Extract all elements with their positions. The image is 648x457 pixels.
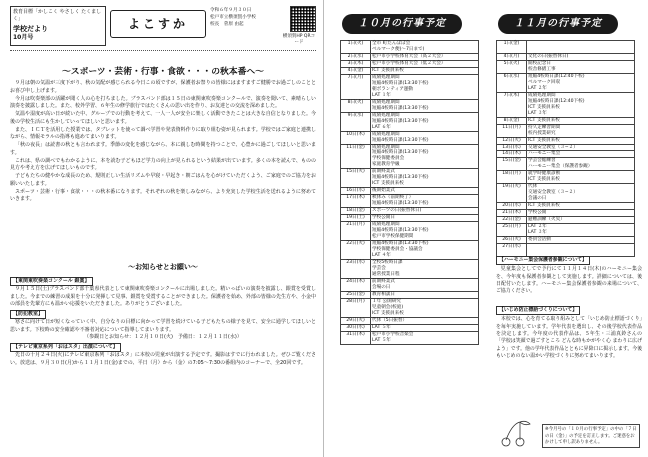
notice-tag: 【テレビ東京系列「おはスタ」出演について】 xyxy=(10,343,121,352)
schedule-events xyxy=(371,298,479,317)
schedule-row xyxy=(497,92,635,117)
schedule-row xyxy=(497,224,635,237)
schedule-events xyxy=(371,41,479,54)
correction-note: ※今月号の「１０月の行事予定」の中の「７日の日（金）」の予定を訂正します。ご迷惑をおかけして申し訳ありません。 xyxy=(542,424,640,448)
article-body xyxy=(10,80,316,204)
newsletter-title: よこすか xyxy=(110,10,206,38)
schedule-event: 短縮4校時日課(13:30下校) xyxy=(372,241,429,247)
schedule-date: 22日(金) xyxy=(497,217,527,224)
schedule-date: 30日(水) xyxy=(341,324,371,331)
notice-section xyxy=(10,276,316,367)
schedule-row xyxy=(341,331,479,344)
schedule-row xyxy=(497,158,635,171)
schedule-row xyxy=(497,171,635,184)
schedule-date: 10日(木) xyxy=(341,131,371,144)
schedule-row xyxy=(497,53,635,60)
schedule-event: スポーツの日(振替休日) xyxy=(372,208,422,214)
info-text: 児童集会としてで予行にて１１月１４日(木)のハーモニー集会を、今年度も保護者参観として実施します。詳細については、後日配付いたします。ハーモニー集会保護者参観の来場について、ご協力ください。 xyxy=(496,266,642,295)
schedule-event: 朝ボランティア運動 xyxy=(372,86,413,92)
schedule-event: 通常授業日程 xyxy=(372,271,400,277)
page-fold-divider xyxy=(323,0,324,457)
schedule-row xyxy=(497,137,635,144)
schedule-row xyxy=(341,317,479,324)
schedule-event: 短縮4校時日課(13:30下校) xyxy=(372,137,429,143)
november-banner: １１月の行事予定 xyxy=(498,14,618,34)
schedule-event: 短縮4校時日課(13:30下校) xyxy=(372,228,429,234)
schedule-events xyxy=(527,117,635,124)
schedule-date: 25日(金) xyxy=(341,291,371,298)
schedule-events xyxy=(527,244,635,257)
schedule-event: 成績処理期間 xyxy=(372,144,400,150)
qr-caption: 横須賀HP QRコード xyxy=(282,34,316,45)
schedule-events xyxy=(371,222,479,241)
schedule-event: 短縮4校時日課(13:30下校) xyxy=(372,118,429,124)
schedule-event: 児童朝会(校庭) xyxy=(372,304,404,310)
schedule-event: 学芸会 xyxy=(372,265,386,271)
schedule-events xyxy=(527,41,635,54)
schedule-events xyxy=(527,144,635,151)
schedule-date: 27日(水) xyxy=(497,244,527,257)
schedule-event: 前期終業式 xyxy=(372,278,395,284)
schedule-row xyxy=(497,210,635,217)
schedule-date: 1日(火) xyxy=(341,41,371,54)
schedule-event: LAT ５年 xyxy=(372,337,391,343)
schedule-events xyxy=(527,237,635,244)
schedule-events xyxy=(527,224,635,237)
schedule-row xyxy=(341,208,479,215)
schedule-row xyxy=(341,99,479,112)
schedule-date: 6日(水) xyxy=(497,73,527,92)
schedule-row xyxy=(341,144,479,169)
schedule-event: ハーモニー集会 xyxy=(528,151,561,157)
schedule-events xyxy=(371,188,479,195)
schedule-row xyxy=(497,237,635,244)
schedule-events xyxy=(527,151,635,158)
schedule-date: 2日(水) xyxy=(341,53,371,60)
schedule-date: 29日(火) xyxy=(341,317,371,324)
schedule-event: 短縮4校時日課(13:30下校) xyxy=(372,80,429,86)
schedule-event: ICT 支援員来校 xyxy=(372,310,404,316)
schedule-event: ベルマーク回収 xyxy=(528,79,561,85)
schedule-event: 持久走練習期間 xyxy=(528,124,561,130)
schedule-event: 成績処理期間 xyxy=(372,99,400,105)
schedule-event: 松戸市小学校音楽会 xyxy=(372,331,414,337)
schedule-event: 松戸市小学校体育大会（低２大会） xyxy=(372,60,446,66)
schedule-events xyxy=(371,169,479,188)
school-name: 松戸市立横須賀小学校 xyxy=(210,14,256,20)
notice-text: ９月１５日(土)ブラスバンド部千葉県代表として東関東吹奏楽コンクールに出場しました。精いっぱいの演奏を披露し、銀賞を受賞しました。今までの練習の成果を十分に発揮して見事、銀賞を受賞することができました。保護者を始め、外部の皆様の先生方や、小金中の部員を先輩方にも温かい応援をいただきました。ありがとうございました。 xyxy=(10,285,316,308)
notice-tag: 【防犯教室】 xyxy=(10,310,46,319)
schedule-event: 後期始業式 xyxy=(372,188,395,194)
schedule-row xyxy=(341,195,479,208)
schedule-row xyxy=(497,144,635,151)
schedule-event: 校舎修繕工事 xyxy=(528,66,556,72)
schedule-row xyxy=(341,188,479,195)
schedule-date: 18日(金) xyxy=(341,208,371,215)
schedule-event: 交通安全教室（３−２） xyxy=(528,144,578,150)
schedule-row xyxy=(341,324,479,331)
schedule-date: 11日(金) xyxy=(341,144,371,169)
schedule-event: 短縮4校時日課(13:30下校) xyxy=(372,105,429,111)
schedule-row xyxy=(497,184,635,203)
schedule-event: １年 公開研究 xyxy=(372,298,402,304)
schedule-row xyxy=(341,278,479,291)
schedule-event: LAT ５年 xyxy=(372,324,391,330)
notice-date-line: （参観日とお知らせ：１２月１０日(火) 予備日：１２月１１日(水)） xyxy=(84,334,242,341)
schedule-row xyxy=(341,74,479,99)
schedule-event: LAT ６年 xyxy=(372,124,391,130)
schedule-event: 全市 町たんぽぽ会 xyxy=(372,41,411,46)
schedule-row xyxy=(341,291,479,298)
schedule-date: 28日(月) xyxy=(341,298,371,317)
schedule-events xyxy=(371,74,479,99)
info-heading: 【いじめ防止標語づくりについて】 xyxy=(496,306,580,315)
paragraph: 気温や湿度が高い日が続いた中、グループでの行動を考えて、一人一人が安全に楽しく活動できたことは大きな自信となりました。今後の学校生活にも生かしていってほしいと思います。 xyxy=(10,111,316,125)
schedule-events xyxy=(371,259,479,278)
schedule-event: 代休（5日振替） xyxy=(372,317,408,323)
schedule-events xyxy=(527,158,635,171)
schedule-event: 松戸市学校保健期間 xyxy=(372,234,414,240)
schedule-date: 31日(木) xyxy=(341,331,371,344)
schedule-date: 15日(金) xyxy=(497,158,527,171)
publish-date: 令和６年９月３０日 xyxy=(210,8,252,13)
info-text: 本校では、心を育てる取り組みとして「いじめ防止標語づくり」を毎年実施しています。学年代表を選出し、その後学校代表作品を決定します。今年度の代表作品は、５年生・三浦真鈴さんの「学校は笑顔で過ごすところ どんな時もかがやく心 まわりに広げよう」です。他の学年代表作品とともに昇降口に掲示します。今後もいじめのない温かい学校づくりに努めてまいります。 xyxy=(496,316,642,360)
schedule-event: ICT 支援員来校 xyxy=(528,177,560,183)
schedule-events xyxy=(371,53,479,60)
schedule-row xyxy=(497,217,635,224)
schedule-date: 1日(金) xyxy=(497,41,527,54)
schedule-event: 家庭教育学級 xyxy=(372,162,400,168)
schedule-event: 前期終業式 xyxy=(372,169,395,175)
article-headline: 〜スポーツ・芸術・行事・食欲・・・の秋本番へ〜 xyxy=(62,67,264,77)
schedule-date: 25日(月) xyxy=(497,224,527,237)
paragraph: 子どもたちの健やかな成長のため、規則正しい生活リズムや早寝・早起き・朝ごはんを心がけていただくよう、ご家庭でのご協力をお願いいたします。 xyxy=(10,173,316,187)
info-harmony xyxy=(496,256,642,296)
october-schedule-table xyxy=(340,40,479,345)
schedule-row xyxy=(341,215,479,222)
schedule-event: 短縮4校時日課(12:40下校) xyxy=(528,98,585,104)
schedule-event: 成績処理期間 xyxy=(372,222,400,228)
schedule-event: ICT 支援員来校 xyxy=(528,137,560,143)
dotted-divider xyxy=(10,50,316,62)
schedule-event: ベルマーク便(〜7日まで) xyxy=(372,46,425,52)
schedule-events xyxy=(527,217,635,224)
schedule-row xyxy=(497,151,635,158)
schedule-event: 短縮4校時日課(13:30下校) xyxy=(372,150,429,156)
schedule-events xyxy=(371,278,479,291)
schedule-event: 就学時健康診断 xyxy=(528,171,561,177)
schedule-event: 短縮4校時日課(13:30下校) xyxy=(372,201,429,207)
schedule-row xyxy=(341,241,479,260)
schedule-events xyxy=(527,203,635,210)
schedule-row xyxy=(497,41,635,54)
schedule-event: ハーモニー集会（保護者参観） xyxy=(528,164,593,170)
schedule-date: 22日(火) xyxy=(341,241,371,260)
schedule-row xyxy=(341,222,479,241)
schedule-event: LAT ２年 xyxy=(528,224,547,230)
schedule-event: 短縮4校時日課(12:40下校) xyxy=(528,73,585,79)
schedule-row xyxy=(341,41,479,54)
schedule-events xyxy=(527,92,635,117)
schedule-event: 全校5校時日課 xyxy=(372,259,403,265)
schedule-events xyxy=(371,67,479,74)
schedule-events xyxy=(371,215,479,222)
schedule-event: 開校記念日 xyxy=(528,60,551,66)
right-page xyxy=(328,6,642,452)
schedule-event: 短縮4校時日課(13:30下校) xyxy=(372,175,429,181)
schedule-events xyxy=(371,324,479,331)
schedule-events xyxy=(527,210,635,217)
schedule-events xyxy=(371,60,479,67)
schedule-date: 21日(月) xyxy=(341,222,371,241)
schedule-events xyxy=(371,99,479,112)
qr-code-icon xyxy=(290,6,316,32)
schedule-event: 会場の日 xyxy=(372,284,391,290)
masthead-info-box xyxy=(10,6,106,46)
schedule-date: 19日(火) xyxy=(497,184,527,203)
schedule-events xyxy=(371,112,479,131)
notice-heading: 〜お知らせとお願い〜 xyxy=(128,263,198,271)
notice-text: 寒さに向けて日が短くなっていく中、自分なりの目標に向かって学習を続けている子どもたちの様子を見て、安全に通学してほしいと思います。下校時の安全確認や不審者対応について指導してまいります。 xyxy=(10,318,316,333)
paragraph: 「秋の夜長」は読書の秋とも言われます。季節の変化を感じながら、本に親しむ時間を持つことで、心豊かに過ごしてほしいと思います。 xyxy=(10,142,316,156)
schedule-row xyxy=(341,298,479,317)
schedule-event: LAT ３年 xyxy=(528,230,547,236)
schedule-row xyxy=(497,73,635,92)
schedule-row xyxy=(341,67,479,74)
schedule-date: 26日(火) xyxy=(497,237,527,244)
cherry-illustration-icon xyxy=(496,418,536,448)
schedule-events xyxy=(527,53,635,60)
schedule-date: 12日(火) xyxy=(497,137,527,144)
schedule-date: 4日(金) xyxy=(341,67,371,74)
schedule-date: 9日(水) xyxy=(341,112,371,131)
schedule-event: ICT 支援員来校 xyxy=(372,67,404,73)
schedule-events xyxy=(527,184,635,203)
schedule-event: 秋休み（前期終了） xyxy=(372,195,414,201)
schedule-date: 18日(月) xyxy=(497,171,527,184)
principal-name: 校長 菅原 由起 xyxy=(210,21,244,27)
schedule-event: 委員会活動 xyxy=(528,237,551,243)
paragraph: 今月は吹奏楽部の活躍が聞く人の心を打ちました。ブラスバンド部は１５日の東関東吹奏楽コンクールで、演奏を聞いて、素晴らしい演奏を披露しました。また、校外学習、６年生の修学旅行ではたくさんの思い出を作り、お友達との交流を深めました。 xyxy=(10,95,316,110)
schedule-date: 21日(木) xyxy=(497,210,527,217)
schedule-row xyxy=(497,244,635,257)
schedule-date: 8日(火) xyxy=(341,99,371,112)
schedule-row xyxy=(341,53,479,60)
masthead xyxy=(10,6,316,62)
schedule-event: LAT ４年 xyxy=(372,252,391,258)
schedule-event: 避難訓練（火災） xyxy=(528,217,565,223)
schedule-date: 14日(木) xyxy=(497,151,527,158)
schedule-event: ICT 支援員来校 xyxy=(528,117,560,123)
schedule-events xyxy=(371,317,479,324)
schedule-event: 学校公開 xyxy=(528,210,547,216)
schedule-row xyxy=(341,60,479,67)
schedule-event: 成績処理期間 xyxy=(372,131,400,137)
schedule-events xyxy=(371,144,479,169)
schedule-row xyxy=(341,169,479,188)
schedule-date: 7日(木) xyxy=(497,92,527,117)
schedule-date: 11日(月) xyxy=(497,124,527,137)
schedule-event: 代休 xyxy=(528,184,538,190)
schedule-events xyxy=(371,208,479,215)
schedule-event: 成績処理期間 xyxy=(372,74,400,80)
schedule-event: ICT 支援員来校 xyxy=(372,181,404,187)
schedule-events xyxy=(527,124,635,137)
newsletter-name: 学校だより xyxy=(13,24,48,33)
schedule-row xyxy=(341,131,479,144)
schedule-date: 7日(月) xyxy=(341,74,371,99)
schedule-date: 8日(金) xyxy=(497,117,527,124)
schedule-event: 成績処理期間 xyxy=(372,112,400,118)
schedule-events xyxy=(371,195,479,208)
schedule-event: 学校公開日 xyxy=(372,215,395,221)
schedule-event: LAT ３年 xyxy=(528,110,547,116)
schedule-date: 13日(水) xyxy=(497,144,527,151)
schedule-row xyxy=(497,124,635,137)
info-heading: 【ハーモニー集会保護者参観について】 xyxy=(496,256,590,265)
schedule-row xyxy=(341,259,479,278)
schedule-date: 19日(土) xyxy=(341,215,371,222)
schedule-row xyxy=(497,60,635,73)
schedule-event: LAT ２年 xyxy=(528,85,547,91)
info-anti-bullying xyxy=(496,306,642,361)
schedule-event: 学校保健委員会 xyxy=(372,156,405,162)
october-banner: １０月の行事予定 xyxy=(342,14,462,34)
schedule-event: 校内授業研究 xyxy=(528,130,556,136)
schedule-date: 4日(月) xyxy=(497,53,527,60)
left-page xyxy=(10,6,316,452)
schedule-event: 学校保健委員会・協議会 xyxy=(372,247,423,252)
schedule-date: 15日(火) xyxy=(341,169,371,188)
schedule-date: 17日(木) xyxy=(341,195,371,208)
schedule-event xyxy=(528,47,633,53)
schedule-row xyxy=(497,203,635,210)
paragraph: これは、県の調べでもわかるように、本を読む子どもほど学力の向上が見られるという結果が出ています。多くの本を読んで、ものの見方や考え方を広げてほしいものです。 xyxy=(10,157,316,172)
schedule-row xyxy=(341,112,479,131)
schedule-event: 松戸市小学校体育大会（高２大会） xyxy=(372,53,446,59)
issue-number: 10月号 xyxy=(13,33,34,41)
schedule-events xyxy=(371,241,479,260)
notice-text: 先日の十月２４日(火)にテレビ東京系列「おはスタ」に本校の児童が出演する予定です。撮影はすでに行われました。ぜひご覧ください。放送は、９月３０日(月)から１１月１日(金)までの、平日（月）から（金）の7:05〜7:30の番組内のコーナーで、全20回です。 xyxy=(10,351,316,366)
schedule-event: 成績処理期間 xyxy=(528,92,556,98)
paragraph: ９月は朝の気温が三度下がり、秋の気配が感じられる今日この頃ですが、保護者お祭りの皆様にはますますご健勝でお過ごしのこととお喜び申し上げます。 xyxy=(10,80,316,94)
schedule-events xyxy=(527,60,635,73)
schedule-event: LAT １年 xyxy=(372,92,391,98)
schedule-event: 学芸会総練習 xyxy=(528,158,556,164)
education-motto: 教育目標「かしこく やさしく たくましく」 xyxy=(13,9,102,22)
schedule-event: 教育相談日 xyxy=(372,291,395,297)
schedule-events xyxy=(371,291,479,298)
schedule-events xyxy=(527,171,635,184)
schedule-events xyxy=(371,331,479,344)
paragraph: また、ＩＣＴを活用した授業では、タブレットを使って調べ学習や発表資料作りに取り組む姿が見られます。学校ではご家庭と連携しながら、情報モラルの指導も進めてまいります。 xyxy=(10,126,316,141)
schedule-event: ICT 支援員来校 xyxy=(528,104,560,110)
paragraph: スポーツ・芸術・行事・食欲・・・の秋本番になります。それぞれの秋を楽しみながら、より充実した学校生活を送れるように努めていきます。 xyxy=(10,188,316,203)
notice-tag: 【東関東吹奏楽コンクール 銀賞】 xyxy=(10,277,93,286)
schedule-event: 会議の日 xyxy=(528,196,547,202)
schedule-date: 20日(水) xyxy=(497,203,527,210)
schedule-row xyxy=(497,117,635,124)
schedule-events xyxy=(371,131,479,144)
schedule-date: 3日(木) xyxy=(341,60,371,67)
schedule-event: 交通安全教室（３−２） xyxy=(528,190,578,196)
schedule-date: 16日(水) xyxy=(341,188,371,195)
november-schedule-table xyxy=(496,40,635,257)
schedule-event: 文化の日(振替休日) xyxy=(528,53,569,59)
publication-meta xyxy=(210,8,286,29)
schedule-event: ICT 支援員来校 xyxy=(528,203,560,209)
schedule-date: 5日(火) xyxy=(497,60,527,73)
schedule-date: 24日(木) xyxy=(341,278,371,291)
schedule-events xyxy=(527,73,635,92)
schedule-events xyxy=(527,137,635,144)
schedule-date: 23日(水) xyxy=(341,259,371,278)
